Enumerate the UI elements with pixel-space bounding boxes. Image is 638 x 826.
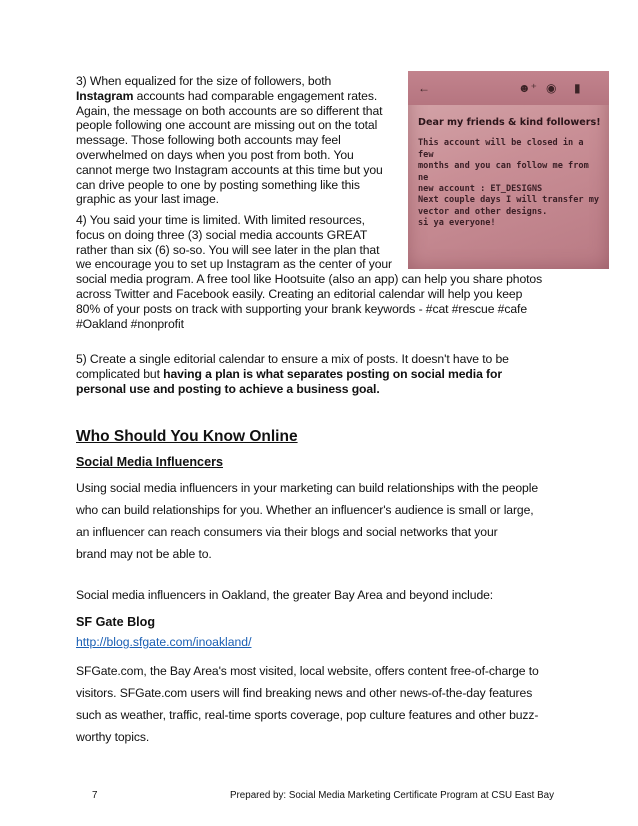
sfgate-title: SF Gate Blog <box>76 615 156 629</box>
text-line <box>76 382 576 397</box>
sfgate-description <box>76 660 576 748</box>
sfgate-link[interactable]: http://blog.sfgate.com/inoakland/ <box>76 635 252 649</box>
text-line: message. Those following both accounts may feel <box>76 133 341 148</box>
paragraph-5 <box>76 352 576 396</box>
text-line: #Oakland #nonprofit <box>76 316 184 331</box>
text-line: across Twitter and Facebook easily. Creating an editorial calendar will help you keep <box>76 286 523 301</box>
text-line <box>76 367 576 382</box>
text-line: 4) You said your time is limited. With limited resources, <box>76 213 365 227</box>
text-line: an influencer can reach consumers via their blogs and social networks that your <box>76 525 498 539</box>
text-line: 80% of your posts on track with supporting your brank keywords - #cat #rescue #cafe <box>76 301 527 316</box>
bold-text: having a plan is what separates posting on social media for <box>163 366 502 381</box>
text-line: worthy topics. <box>76 730 150 744</box>
image-line: Next couple days I will transfer my <box>418 195 600 206</box>
text-line: rather than six (6) so-so. You will see later in the plan that <box>76 242 380 257</box>
text-line: overwhelmed on days when you post from both. You <box>76 147 354 162</box>
image-line: new account : ET_DESIGNS <box>418 184 543 195</box>
text-line: can drive people to one by posting something like this <box>76 177 360 192</box>
text-line: we encourage you to set up Instagram as the center of your <box>76 257 393 272</box>
text-line: 5) Create a single editorial calendar to ensure a mix of posts. It doesn't have to be <box>76 352 509 366</box>
text-line: people following one account are missing out on the total <box>76 118 378 133</box>
text-fragment: complicated but <box>76 366 164 381</box>
page-number: 7 <box>92 790 98 801</box>
influencers-intro <box>76 477 576 565</box>
label-icon: ▮ <box>574 81 581 95</box>
section-heading: Who Should You Know Online <box>76 428 298 445</box>
paragraph-3 <box>76 74 406 207</box>
list-intro: Social media influencers in Oakland, the greater Bay Area and beyond include: <box>76 588 494 602</box>
text-line: visitors. SFGate.com users will find breaking news and other news-of-the-day features <box>76 686 533 700</box>
bold-word: Instagram <box>76 88 134 103</box>
image-line: vector and other designs. <box>418 206 548 217</box>
text-line: social media program. A free tool like Hootsuite (also an app) can help you share photos <box>76 272 543 287</box>
paragraph-4 <box>76 213 576 331</box>
image-line: si ya everyone! <box>418 218 496 229</box>
text-line: 3) When equalized for the size of followers, both <box>76 74 332 88</box>
add-person-icon: ☻⁺ <box>518 81 537 95</box>
text-line: who can build relationships for you. Whether an influencer's audience is small or large, <box>76 503 534 517</box>
image-line: months and you can follow me from ne <box>418 161 589 183</box>
text-fragment: accounts had comparable engagement rates. <box>136 88 378 103</box>
image-line: This account will be closed in a few <box>418 138 584 160</box>
text-line: Again, the message on both accounts are so different that <box>76 103 383 118</box>
image-title: Dear my friends & kind followers! <box>418 117 601 128</box>
text-line: such as weather, traffic, real-time sports coverage, pop culture features and other buzz- <box>76 708 539 722</box>
text-line: cannot merge two Instagram accounts at this time but you <box>76 162 383 177</box>
text-line: graphic as your last image. <box>76 192 219 207</box>
palette-icon: ◉ <box>546 81 557 95</box>
text-line <box>76 89 406 104</box>
bold-text: personal use and posting to achieve a business goal. <box>76 381 380 396</box>
back-arrow-icon: ← <box>418 81 430 95</box>
text-line: brand may not be able to. <box>76 547 212 561</box>
image-toolbar <box>408 71 609 105</box>
subheading: Social Media Influencers <box>76 455 223 469</box>
text-line: Using social media influencers in your marketing can build relationships with the people <box>76 481 539 495</box>
text-line: SFGate.com, the Bay Area's most visited, local website, offers content free-of-charge to <box>76 664 539 678</box>
footer-text: Prepared by: Social Media Marketing Certificate Program at CSU East Bay <box>230 790 554 801</box>
text-line: focus on doing three (3) social media accounts GREAT <box>76 227 368 242</box>
